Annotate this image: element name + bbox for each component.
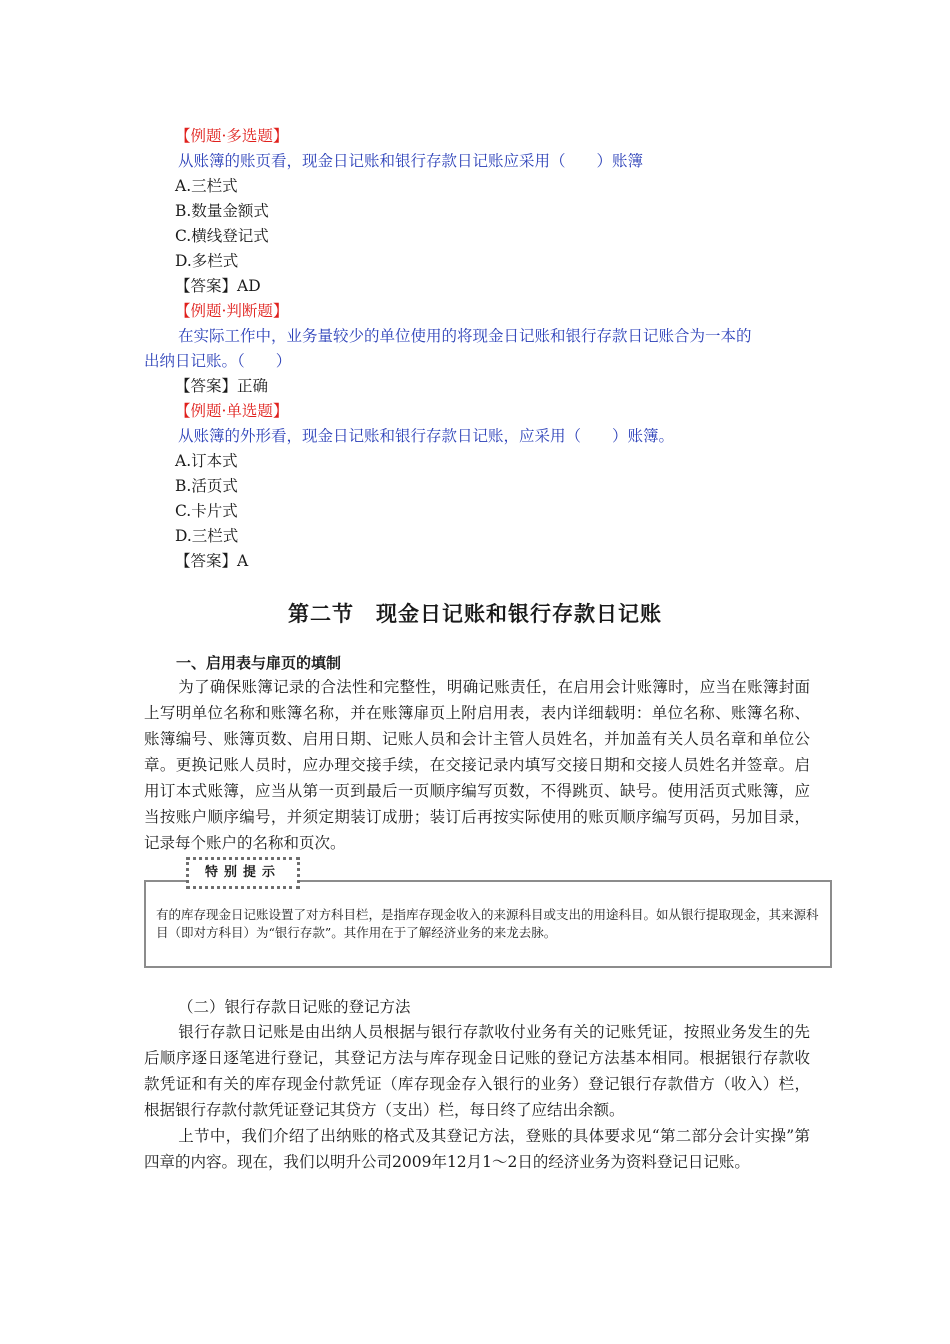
example-question: 从账簿的账页看，现金日记账和银行存款日记账应采用（ ）账簿 <box>178 152 644 170</box>
option-d: D.多栏式 <box>175 252 239 270</box>
answer: 【答案】正确 <box>175 377 269 395</box>
option-c: C.卡片式 <box>175 502 238 520</box>
section-title: 第二节 现金日记账和银行存款日记账 <box>288 602 662 626</box>
paragraph-example-intro <box>144 1123 810 1175</box>
example-tag-multiple-choice: 【例题·多选题】 <box>175 127 289 145</box>
paragraph-bank-journal <box>144 1019 810 1123</box>
paragraph-text: 上节中，我们介绍了出纳账的格式及其登记方法，登账的具体要求见“第二部分会计实操”第四章的内容。现在，我们以明升公司2009年12月1～2日的经济业务为资料登记日记账。 <box>144 1127 810 1171</box>
example-question-line2: 出纳日记账。（ ） <box>144 352 292 370</box>
special-tip-label: 特别提示 <box>186 857 300 889</box>
example-question-line1: 在实际工作中，业务量较少的单位使用的将现金日记账和银行存款日记账合为一本的 <box>178 327 752 345</box>
option-b: B.活页式 <box>175 477 238 495</box>
subsection-title: 一、启用表与扉页的填制 <box>176 654 342 672</box>
paragraph-enable-table <box>144 674 810 856</box>
answer: 【答案】AD <box>175 277 261 295</box>
example-question: 从账簿的外形看，现金日记账和银行存款日记账，应采用（ ）账簿。 <box>178 427 675 445</box>
subsection2-title: （二）银行存款日记账的登记方法 <box>178 998 411 1016</box>
special-tip-text: 有的库存现金日记账设置了对方科目栏，是指库存现金收入的来源科目或支出的用途科目。如从银行提取现金，其来源科目（即对方科目）为“银行存款”。其作用在于了解经济业务的来龙去脉。 <box>156 907 819 940</box>
option-a: A.三栏式 <box>175 177 238 195</box>
example-tag-single-choice: 【例题·单选题】 <box>175 402 289 420</box>
paragraph-text: 为了确保账簿记录的合法性和完整性，明确记账责任，在启用会计账簿时，应当在账簿封面上写明单位名称和账簿名称，并在账簿扉页上附启用表，表内详细载明：单位名称、账簿名称、账簿编号、账簿页数、启用日期、记账人员和会计主管人员姓名，并加盖有关人员名章和单位公章。更换记账人员时，应办理交接手续，在交接记录内填写交接日期和交接人员姓名并签章。启用订本式账簿，应当从第一页到最后一页顺序编写页数，不得跳页、缺号。使用活页式账簿，应当按账户顺序编号，并须定期装订成册；装订后再按实际使用的账页顺序编写页码，另加目录，记录每个账户的名称和页次。 <box>144 678 810 852</box>
option-c: C.横线登记式 <box>175 227 269 245</box>
option-d: D.三栏式 <box>175 527 239 545</box>
option-b: B.数量金额式 <box>175 202 269 220</box>
option-a: A.订本式 <box>175 452 238 470</box>
paragraph-text: 银行存款日记账是由出纳人员根据与银行存款收付业务有关的记账凭证，按照业务发生的先后顺序逐日逐笔进行登记，其登记方法与库存现金日记账的登记方法基本相同。根据银行存款收款凭证和有关的库存现金付款凭证（库存现金存入银行的业务）登记银行存款借方（收入）栏，根据银行存款付款凭证登记其贷方（支出）栏，每日终了应结出余额。 <box>144 1023 810 1119</box>
example-tag-true-false: 【例题·判断题】 <box>175 302 289 320</box>
answer: 【答案】A <box>175 552 249 570</box>
